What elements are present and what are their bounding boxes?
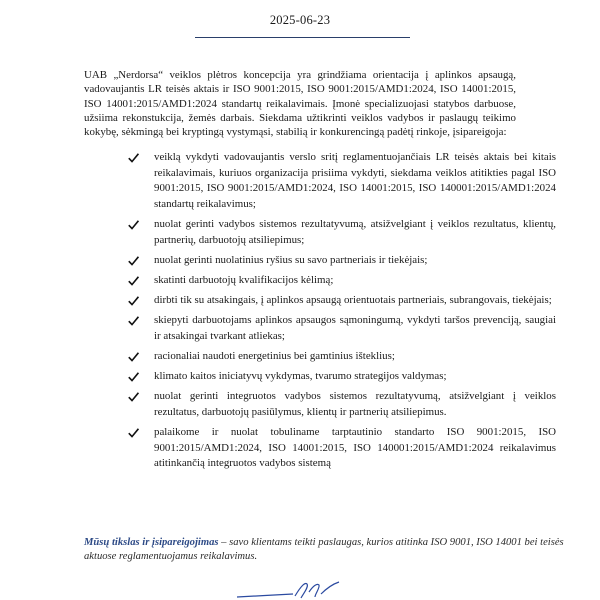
list-item-text: skiepyti darbuotojams aplinkos apsaugos sąmoningumą, vykdyti taršos prevenciją, saugiai ir atsakingai tvarkant atliekas; — [154, 314, 556, 342]
list-item-text: dirbti tik su atsakingais, į aplinkos apsaugą orientuotais partneriais, subrangovais, tiekėjais; — [154, 294, 552, 307]
list-item — [128, 217, 556, 248]
list-item — [128, 293, 556, 309]
list-item — [128, 349, 556, 365]
list-item-text: nuolat gerinti nuolatinius ryšius su savo partneriais ir tiekėjais; — [154, 253, 428, 266]
list-item-text: racionaliai naudoti energetinius bei gamtinius išteklius; — [154, 350, 395, 363]
goal-lead: Mūsų tikslas ir įsipareigojimas — [84, 537, 219, 548]
list-item — [128, 273, 556, 289]
list-item-text: nuolat gerinti integruotos vadybos sistemos rezultatyvumą, atsižvelgiant į veiklos rezultatus, darbuotojų pasiūlymus, klientų ir partnerių atsiliepimus. — [154, 390, 556, 419]
check-icon — [128, 220, 139, 230]
check-icon — [128, 296, 139, 306]
list-item — [128, 150, 556, 212]
intro-text: UAB „Nerdorsa“ veiklos plėtros koncepcija yra grindžiama orientacija į aplinkos apsaugą, vadovaujantis LR teisės aktais ir ISO 9001:2015, ISO 9001:2015/AMD1:2024, ISO 14001:2015, ISO 14001:2015/AMD1:2024 standartų reikalavimais. Įmonė specializuojasi statybos darbuose, užsiima rekonstukcija, žemės darbais. Siekdama užtikrinti veiklos vadybos ir paslaugų teikimo kokybę, sėkmingą bei kryptingą vystymąsi, stabilią ir konkurencingą padėtį rinkoje, įsipareigoja: — [84, 69, 516, 139]
check-icon — [128, 276, 139, 286]
date-underline — [195, 37, 410, 38]
check-icon — [128, 392, 139, 402]
check-icon — [128, 428, 139, 438]
list-item — [128, 425, 556, 472]
list-item-text: klimato kaitos iniciatyvų vykdymas, tvarumo strategijos valdymas; — [154, 370, 447, 383]
list-item — [128, 369, 556, 385]
check-icon — [128, 256, 139, 266]
signature-mark — [235, 580, 345, 600]
list-item — [128, 253, 556, 269]
commitments-list — [128, 150, 556, 477]
intro-paragraph — [84, 68, 516, 139]
check-icon — [128, 316, 139, 326]
list-item — [128, 313, 556, 344]
document-date: 2025-06-23 — [269, 13, 331, 27]
list-item-text: nuolat gerinti vadybos sistemos rezultatyvumą, atsižvelgiant į veiklos rezultatus, klientų, partnerių, darbuotojų atsiliepimus; — [154, 217, 556, 246]
goal-statement — [84, 536, 564, 564]
list-item-text: veiklą vykdyti vadovaujantis verslo sritį reglamentuojančiais LR teisės aktais bei kitais reikalavimais, kuriuos organizacija prisiima vykdyti, siekdama veiklos atitikties pagal ISO 9001:2015, ISO 9001:2015/AMD1:2024, ISO 14001:2015, ISO 140001:2015/AMD1:2024 standartų reikalavimus; — [154, 151, 556, 210]
list-item-text: palaikome ir nuolat tobuliname tarptautinio standarto ISO 9001:2015, ISO 9001:2015/AMD1:2024, ISO 14001:2015, ISO 140001:2015/AMD1:2024 reikalavimus atitinkančią integruotos vadybos sistemą — [154, 426, 556, 470]
list-item-text: skatinti darbuotojų kvalifikacijos kėlimą; — [154, 273, 334, 286]
goal-rest: – savo klientams teikti paslaugas, kurios atitinka ISO 9001, ISO 14001 bei teisės aktuose reglamentuojamus reikalavimus. — [84, 537, 564, 562]
check-icon — [128, 352, 139, 362]
check-icon — [128, 372, 139, 382]
check-icon — [128, 153, 139, 163]
list-item — [128, 389, 556, 420]
